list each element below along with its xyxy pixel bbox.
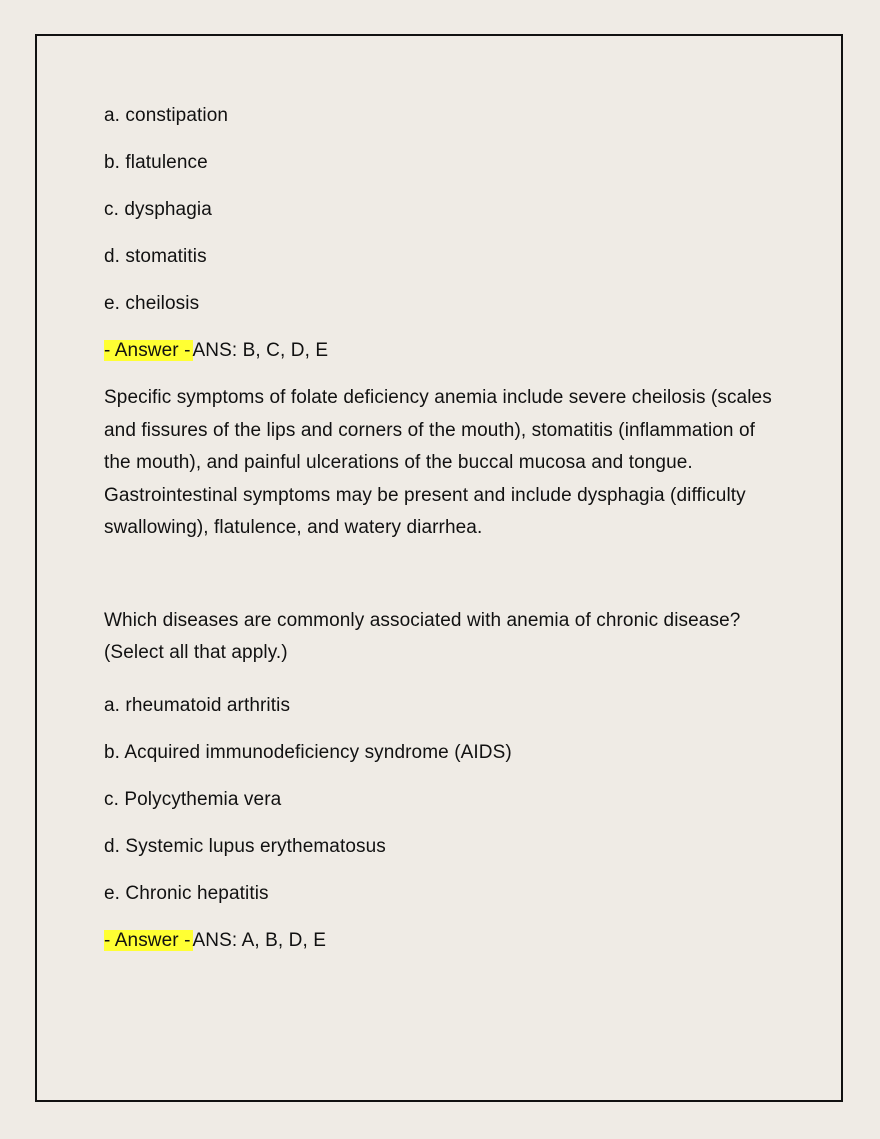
option-c: c. Polycythemia vera — [104, 788, 282, 810]
question-block-1 — [104, 104, 784, 545]
option-a: a. constipation — [104, 105, 229, 126]
section-spacer — [104, 569, 784, 609]
rationale-paragraph: Specific symptoms of folate deficiency anemia include severe cheilosis (scales and fissures of the lips and corners of the mouth), stomatitis (inflammation of the mouth), and painful ulcerations of the buccal mucosa and tongue. Gastrointestinal symptoms may be present and include dysphagia (difficulty swallowing), flatulence, and watery diarrhea. — [104, 387, 772, 538]
answer-line — [104, 929, 784, 952]
answer-text: ANS: B, C, D, E — [192, 340, 329, 361]
question-text: Which diseases are commonly associated with anemia of chronic disease? (Select all that apply.) — [104, 609, 741, 663]
answer-text: ANS: A, B, D, E — [192, 929, 327, 951]
answer-line — [104, 339, 784, 362]
document-body — [104, 104, 784, 976]
option-e: e. cheilosis — [104, 293, 200, 314]
question-block-2 — [104, 605, 784, 952]
option-e: e. Chronic hepatitis — [104, 882, 269, 904]
option-d: d. stomatitis — [104, 246, 207, 267]
answer-highlight: - Answer - — [104, 340, 191, 361]
option-d: d. Systemic lupus erythematosus — [104, 835, 386, 857]
answer-highlight: - Answer - — [104, 929, 191, 951]
option-b: b. Acquired immunodeficiency syndrome (AIDS) — [104, 741, 512, 763]
option-c: c. dysphagia — [104, 199, 212, 220]
option-b: b. flatulence — [104, 152, 208, 173]
option-a: a. rheumatoid arthritis — [104, 694, 291, 716]
